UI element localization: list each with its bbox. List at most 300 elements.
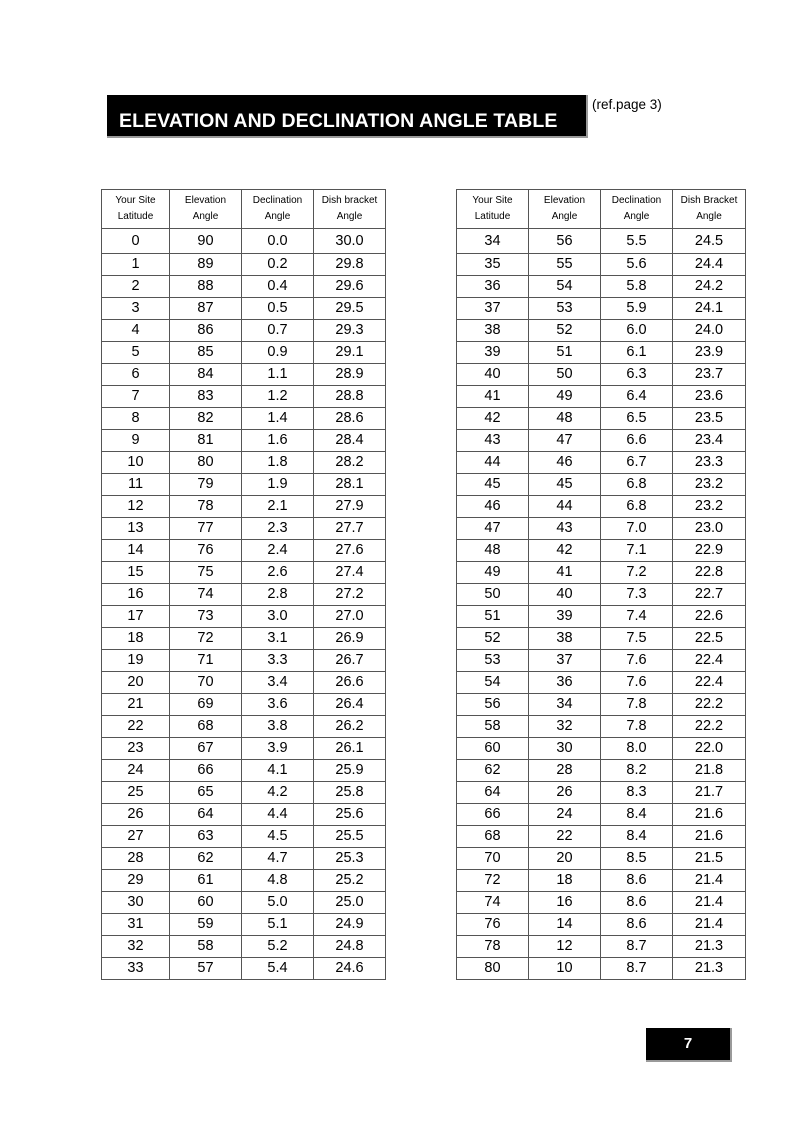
dish-bracket-angle-cell: 24.0 — [673, 320, 746, 342]
declination-angle-cell: 5.4 — [242, 958, 314, 980]
latitude-cell: 56 — [457, 694, 529, 716]
dish-bracket-angle-cell: 24.2 — [673, 276, 746, 298]
dish-bracket-angle-cell: 22.9 — [673, 540, 746, 562]
dish-bracket-angle-cell: 23.5 — [673, 408, 746, 430]
table-body — [457, 229, 746, 980]
declination-angle-cell: 5.1 — [242, 914, 314, 936]
dish-bracket-angle-cell: 26.1 — [314, 738, 386, 760]
dish-bracket-angle-cell: 23.2 — [673, 474, 746, 496]
dish-bracket-angle-cell: 27.4 — [314, 562, 386, 584]
declination-angle-cell: 7.1 — [601, 540, 673, 562]
latitude-cell: 66 — [457, 804, 529, 826]
latitude-cell: 53 — [457, 650, 529, 672]
elevation-angle-cell: 20 — [529, 848, 601, 870]
dish-bracket-angle-cell: 22.6 — [673, 606, 746, 628]
column-header-line: Latitude — [117, 211, 154, 222]
table-row — [102, 804, 386, 826]
declination-angle-cell: 1.8 — [242, 452, 314, 474]
declination-angle-cell: 7.8 — [601, 694, 673, 716]
column-header-line: Dish bracket — [321, 195, 378, 206]
column-header-line: Angle — [551, 211, 578, 222]
declination-angle-cell: 8.7 — [601, 936, 673, 958]
dish-bracket-angle-cell: 21.4 — [673, 892, 746, 914]
header-row — [102, 190, 386, 229]
elevation-angle-cell: 22 — [529, 826, 601, 848]
declination-angle-cell: 2.6 — [242, 562, 314, 584]
declination-angle-cell: 7.4 — [601, 606, 673, 628]
dish-bracket-angle-cell: 21.4 — [673, 870, 746, 892]
column-header-line: Angle — [336, 211, 363, 222]
elevation-angle-cell: 74 — [170, 584, 242, 606]
elevation-angle-cell: 53 — [529, 298, 601, 320]
latitude-cell: 20 — [102, 672, 170, 694]
latitude-cell: 52 — [457, 628, 529, 650]
latitude-cell: 48 — [457, 540, 529, 562]
latitude-cell: 70 — [457, 848, 529, 870]
table-header — [457, 190, 746, 229]
dish-bracket-angle-cell: 21.3 — [673, 936, 746, 958]
table-row — [102, 386, 386, 408]
latitude-cell: 62 — [457, 760, 529, 782]
table-row — [457, 518, 746, 540]
declination-angle-cell: 4.8 — [242, 870, 314, 892]
elevation-angle-cell: 36 — [529, 672, 601, 694]
table-row — [457, 936, 746, 958]
latitude-cell: 30 — [102, 892, 170, 914]
latitude-cell: 60 — [457, 738, 529, 760]
latitude-cell: 49 — [457, 562, 529, 584]
elevation-angle-cell: 58 — [170, 936, 242, 958]
dish-bracket-angle-cell: 25.0 — [314, 892, 386, 914]
dish-bracket-angle-cell: 27.9 — [314, 496, 386, 518]
dish-bracket-angle-cell: 24.4 — [673, 254, 746, 276]
table-row — [102, 716, 386, 738]
table-row — [457, 958, 746, 980]
dish-bracket-angle-cell: 21.7 — [673, 782, 746, 804]
column-header-line: Angle — [623, 211, 650, 222]
latitude-cell: 0 — [102, 229, 170, 254]
elevation-angle-cell: 85 — [170, 342, 242, 364]
elevation-angle-cell: 45 — [529, 474, 601, 496]
elevation-angle-cell: 38 — [529, 628, 601, 650]
column-header-line: Angle — [192, 211, 219, 222]
dish-bracket-angle-cell: 29.5 — [314, 298, 386, 320]
elevation-angle-cell: 44 — [529, 496, 601, 518]
table-row — [102, 430, 386, 452]
elevation-angle-cell: 61 — [170, 870, 242, 892]
latitude-cell: 6 — [102, 364, 170, 386]
table-row — [457, 672, 746, 694]
latitude-cell: 19 — [102, 650, 170, 672]
elevation-angle-cell: 41 — [529, 562, 601, 584]
table-row — [102, 408, 386, 430]
elevation-angle-cell: 89 — [170, 254, 242, 276]
declination-angle-cell: 6.5 — [601, 408, 673, 430]
declination-angle-cell: 7.6 — [601, 672, 673, 694]
declination-angle-cell: 6.0 — [601, 320, 673, 342]
table-row — [102, 320, 386, 342]
column-header-dish-bracket-angle — [673, 190, 746, 229]
dish-bracket-angle-cell: 28.2 — [314, 452, 386, 474]
page-number: 7 — [646, 1028, 732, 1062]
declination-angle-cell: 5.2 — [242, 936, 314, 958]
column-header-latitude — [102, 190, 170, 229]
table-row — [457, 496, 746, 518]
dish-bracket-angle-cell: 22.4 — [673, 672, 746, 694]
elevation-angle-cell: 24 — [529, 804, 601, 826]
column-header-line: Your Site — [115, 195, 156, 206]
dish-bracket-angle-cell: 24.5 — [673, 229, 746, 254]
table-row — [102, 496, 386, 518]
dish-bracket-angle-cell: 28.4 — [314, 430, 386, 452]
declination-angle-cell: 3.0 — [242, 606, 314, 628]
latitude-cell: 40 — [457, 364, 529, 386]
declination-angle-cell: 3.9 — [242, 738, 314, 760]
table-row — [102, 584, 386, 606]
table-row — [457, 254, 746, 276]
table-row — [102, 958, 386, 980]
latitude-cell: 36 — [457, 276, 529, 298]
declination-angle-cell: 7.2 — [601, 562, 673, 584]
declination-angle-cell: 7.0 — [601, 518, 673, 540]
declination-angle-cell: 4.2 — [242, 782, 314, 804]
latitude-cell: 26 — [102, 804, 170, 826]
elevation-angle-cell: 49 — [529, 386, 601, 408]
table-row — [102, 298, 386, 320]
elevation-angle-cell: 83 — [170, 386, 242, 408]
dish-bracket-angle-cell: 28.1 — [314, 474, 386, 496]
latitude-cell: 78 — [457, 936, 529, 958]
elevation-angle-cell: 87 — [170, 298, 242, 320]
column-header-line: Declination — [252, 195, 303, 206]
declination-angle-cell: 0.0 — [242, 229, 314, 254]
latitude-cell: 9 — [102, 430, 170, 452]
table-row — [102, 229, 386, 254]
latitude-cell: 22 — [102, 716, 170, 738]
latitude-cell: 45 — [457, 474, 529, 496]
latitude-cell: 5 — [102, 342, 170, 364]
elevation-angle-cell: 80 — [170, 452, 242, 474]
latitude-cell: 12 — [102, 496, 170, 518]
elevation-angle-cell: 18 — [529, 870, 601, 892]
declination-angle-cell: 8.4 — [601, 804, 673, 826]
elevation-angle-cell: 48 — [529, 408, 601, 430]
dish-bracket-angle-cell: 21.8 — [673, 760, 746, 782]
column-header-line: Elevation — [184, 195, 227, 206]
dish-bracket-angle-cell: 25.2 — [314, 870, 386, 892]
dish-bracket-angle-cell: 21.6 — [673, 804, 746, 826]
column-header-declination-angle — [242, 190, 314, 229]
table-row — [457, 914, 746, 936]
table-body — [102, 229, 386, 980]
dish-bracket-angle-cell: 27.6 — [314, 540, 386, 562]
declination-angle-cell: 7.6 — [601, 650, 673, 672]
table-row — [457, 452, 746, 474]
table-row — [457, 562, 746, 584]
column-header-line: Angle — [696, 211, 722, 222]
table-row — [457, 540, 746, 562]
declination-angle-cell: 3.8 — [242, 716, 314, 738]
declination-angle-cell: 8.3 — [601, 782, 673, 804]
elevation-angle-cell: 73 — [170, 606, 242, 628]
elevation-angle-cell: 51 — [529, 342, 601, 364]
latitude-cell: 17 — [102, 606, 170, 628]
dish-bracket-angle-cell: 21.3 — [673, 958, 746, 980]
elevation-angle-cell: 90 — [170, 229, 242, 254]
dish-bracket-angle-cell: 24.8 — [314, 936, 386, 958]
declination-angle-cell: 1.1 — [242, 364, 314, 386]
column-header-declination-angle — [601, 190, 673, 229]
declination-angle-cell: 6.7 — [601, 452, 673, 474]
table-row — [457, 430, 746, 452]
dish-bracket-angle-cell: 22.0 — [673, 738, 746, 760]
declination-angle-cell: 5.8 — [601, 276, 673, 298]
latitude-cell: 42 — [457, 408, 529, 430]
dish-bracket-angle-cell: 21.5 — [673, 848, 746, 870]
elevation-angle-cell: 40 — [529, 584, 601, 606]
table-row — [457, 804, 746, 826]
elevation-angle-cell: 10 — [529, 958, 601, 980]
dish-bracket-angle-cell: 23.6 — [673, 386, 746, 408]
header-row — [457, 190, 746, 229]
latitude-cell: 39 — [457, 342, 529, 364]
declination-angle-cell: 0.9 — [242, 342, 314, 364]
latitude-cell: 47 — [457, 518, 529, 540]
declination-angle-cell: 2.1 — [242, 496, 314, 518]
latitude-cell: 24 — [102, 760, 170, 782]
latitude-cell: 43 — [457, 430, 529, 452]
dish-bracket-angle-cell: 29.3 — [314, 320, 386, 342]
latitude-cell: 14 — [102, 540, 170, 562]
elevation-angle-cell: 67 — [170, 738, 242, 760]
elevation-angle-cell: 16 — [529, 892, 601, 914]
table-row — [457, 584, 746, 606]
angle-table-left — [101, 189, 386, 980]
latitude-cell: 27 — [102, 826, 170, 848]
dish-bracket-angle-cell: 24.6 — [314, 958, 386, 980]
latitude-cell: 76 — [457, 914, 529, 936]
elevation-angle-cell: 64 — [170, 804, 242, 826]
elevation-angle-cell: 28 — [529, 760, 601, 782]
declination-angle-cell: 7.3 — [601, 584, 673, 606]
latitude-cell: 51 — [457, 606, 529, 628]
dish-bracket-angle-cell: 22.8 — [673, 562, 746, 584]
table-row — [457, 628, 746, 650]
table-row — [102, 518, 386, 540]
declination-angle-cell: 0.7 — [242, 320, 314, 342]
table-row — [102, 342, 386, 364]
latitude-cell: 41 — [457, 386, 529, 408]
dish-bracket-angle-cell: 27.7 — [314, 518, 386, 540]
latitude-cell: 80 — [457, 958, 529, 980]
dish-bracket-angle-cell: 21.4 — [673, 914, 746, 936]
declination-angle-cell: 8.6 — [601, 914, 673, 936]
latitude-cell: 72 — [457, 870, 529, 892]
dish-bracket-angle-cell: 22.4 — [673, 650, 746, 672]
declination-angle-cell: 7.5 — [601, 628, 673, 650]
latitude-cell: 25 — [102, 782, 170, 804]
declination-angle-cell: 6.3 — [601, 364, 673, 386]
table-row — [457, 386, 746, 408]
elevation-angle-cell: 79 — [170, 474, 242, 496]
reference-note: (ref.page 3) — [592, 97, 662, 112]
elevation-angle-cell: 81 — [170, 430, 242, 452]
elevation-angle-cell: 68 — [170, 716, 242, 738]
elevation-angle-cell: 69 — [170, 694, 242, 716]
table-row — [457, 738, 746, 760]
dish-bracket-angle-cell: 23.0 — [673, 518, 746, 540]
table-row — [102, 672, 386, 694]
column-header-dish-bracket-angle — [314, 190, 386, 229]
table-header — [102, 190, 386, 229]
dish-bracket-angle-cell: 26.6 — [314, 672, 386, 694]
dish-bracket-angle-cell: 21.6 — [673, 826, 746, 848]
latitude-cell: 16 — [102, 584, 170, 606]
latitude-cell: 44 — [457, 452, 529, 474]
latitude-cell: 37 — [457, 298, 529, 320]
table-row — [457, 320, 746, 342]
table-row — [457, 782, 746, 804]
table-row — [102, 276, 386, 298]
elevation-angle-cell: 71 — [170, 650, 242, 672]
dish-bracket-angle-cell: 22.2 — [673, 694, 746, 716]
dish-bracket-angle-cell: 23.4 — [673, 430, 746, 452]
table-row — [102, 540, 386, 562]
table-row — [102, 694, 386, 716]
elevation-angle-cell: 30 — [529, 738, 601, 760]
dish-bracket-angle-cell: 24.9 — [314, 914, 386, 936]
declination-angle-cell: 1.4 — [242, 408, 314, 430]
dish-bracket-angle-cell: 25.3 — [314, 848, 386, 870]
dish-bracket-angle-cell: 23.3 — [673, 452, 746, 474]
table-row — [457, 650, 746, 672]
elevation-angle-cell: 65 — [170, 782, 242, 804]
declination-angle-cell: 6.1 — [601, 342, 673, 364]
elevation-angle-cell: 34 — [529, 694, 601, 716]
declination-angle-cell: 6.8 — [601, 474, 673, 496]
table-row — [102, 606, 386, 628]
table-row — [457, 229, 746, 254]
latitude-cell: 29 — [102, 870, 170, 892]
declination-angle-cell: 0.2 — [242, 254, 314, 276]
declination-angle-cell: 7.8 — [601, 716, 673, 738]
latitude-cell: 23 — [102, 738, 170, 760]
declination-angle-cell: 5.5 — [601, 229, 673, 254]
dish-bracket-angle-cell: 27.2 — [314, 584, 386, 606]
latitude-cell: 15 — [102, 562, 170, 584]
elevation-angle-cell: 46 — [529, 452, 601, 474]
declination-angle-cell: 6.8 — [601, 496, 673, 518]
elevation-angle-cell: 14 — [529, 914, 601, 936]
elevation-angle-cell: 42 — [529, 540, 601, 562]
column-header-line: Your Site — [472, 195, 513, 206]
dish-bracket-angle-cell: 28.6 — [314, 408, 386, 430]
declination-angle-cell: 8.4 — [601, 826, 673, 848]
elevation-angle-cell: 70 — [170, 672, 242, 694]
table-row — [102, 562, 386, 584]
latitude-cell: 34 — [457, 229, 529, 254]
declination-angle-cell: 3.6 — [242, 694, 314, 716]
latitude-cell: 3 — [102, 298, 170, 320]
latitude-cell: 64 — [457, 782, 529, 804]
declination-angle-cell: 8.0 — [601, 738, 673, 760]
table-row — [457, 892, 746, 914]
table-row — [102, 870, 386, 892]
dish-bracket-angle-cell: 23.9 — [673, 342, 746, 364]
table-row — [102, 254, 386, 276]
latitude-cell: 50 — [457, 584, 529, 606]
table-row — [457, 848, 746, 870]
elevation-angle-cell: 86 — [170, 320, 242, 342]
latitude-cell: 13 — [102, 518, 170, 540]
table-row — [457, 408, 746, 430]
elevation-angle-cell: 52 — [529, 320, 601, 342]
column-header-elevation-angle — [170, 190, 242, 229]
dish-bracket-angle-cell: 26.4 — [314, 694, 386, 716]
elevation-angle-cell: 32 — [529, 716, 601, 738]
elevation-angle-cell: 82 — [170, 408, 242, 430]
table-row — [102, 452, 386, 474]
declination-angle-cell: 1.2 — [242, 386, 314, 408]
declination-angle-cell: 2.4 — [242, 540, 314, 562]
table-row — [102, 826, 386, 848]
table-row — [102, 914, 386, 936]
declination-angle-cell: 8.7 — [601, 958, 673, 980]
table-row — [102, 782, 386, 804]
latitude-cell: 31 — [102, 914, 170, 936]
elevation-angle-cell: 43 — [529, 518, 601, 540]
elevation-angle-cell: 56 — [529, 229, 601, 254]
latitude-cell: 38 — [457, 320, 529, 342]
declination-angle-cell: 4.4 — [242, 804, 314, 826]
table-row — [102, 650, 386, 672]
declination-angle-cell: 3.1 — [242, 628, 314, 650]
declination-angle-cell: 0.4 — [242, 276, 314, 298]
elevation-angle-cell: 63 — [170, 826, 242, 848]
declination-angle-cell: 3.3 — [242, 650, 314, 672]
table-row — [457, 826, 746, 848]
latitude-cell: 2 — [102, 276, 170, 298]
elevation-angle-cell: 78 — [170, 496, 242, 518]
dish-bracket-angle-cell: 26.9 — [314, 628, 386, 650]
declination-angle-cell: 2.8 — [242, 584, 314, 606]
declination-angle-cell: 1.9 — [242, 474, 314, 496]
declination-angle-cell: 5.9 — [601, 298, 673, 320]
column-header-line: Declination — [611, 195, 662, 206]
table-row — [102, 738, 386, 760]
elevation-angle-cell: 54 — [529, 276, 601, 298]
latitude-cell: 58 — [457, 716, 529, 738]
dish-bracket-angle-cell: 25.8 — [314, 782, 386, 804]
declination-angle-cell: 8.2 — [601, 760, 673, 782]
declination-angle-cell: 4.7 — [242, 848, 314, 870]
declination-angle-cell: 4.1 — [242, 760, 314, 782]
elevation-angle-cell: 77 — [170, 518, 242, 540]
dish-bracket-angle-cell: 22.5 — [673, 628, 746, 650]
latitude-cell: 74 — [457, 892, 529, 914]
table-row — [457, 606, 746, 628]
dish-bracket-angle-cell: 26.2 — [314, 716, 386, 738]
table-row — [457, 298, 746, 320]
dish-bracket-angle-cell: 25.9 — [314, 760, 386, 782]
elevation-angle-cell: 39 — [529, 606, 601, 628]
dish-bracket-angle-cell: 27.0 — [314, 606, 386, 628]
declination-angle-cell: 6.4 — [601, 386, 673, 408]
elevation-angle-cell: 37 — [529, 650, 601, 672]
elevation-angle-cell: 47 — [529, 430, 601, 452]
elevation-angle-cell: 55 — [529, 254, 601, 276]
elevation-angle-cell: 62 — [170, 848, 242, 870]
